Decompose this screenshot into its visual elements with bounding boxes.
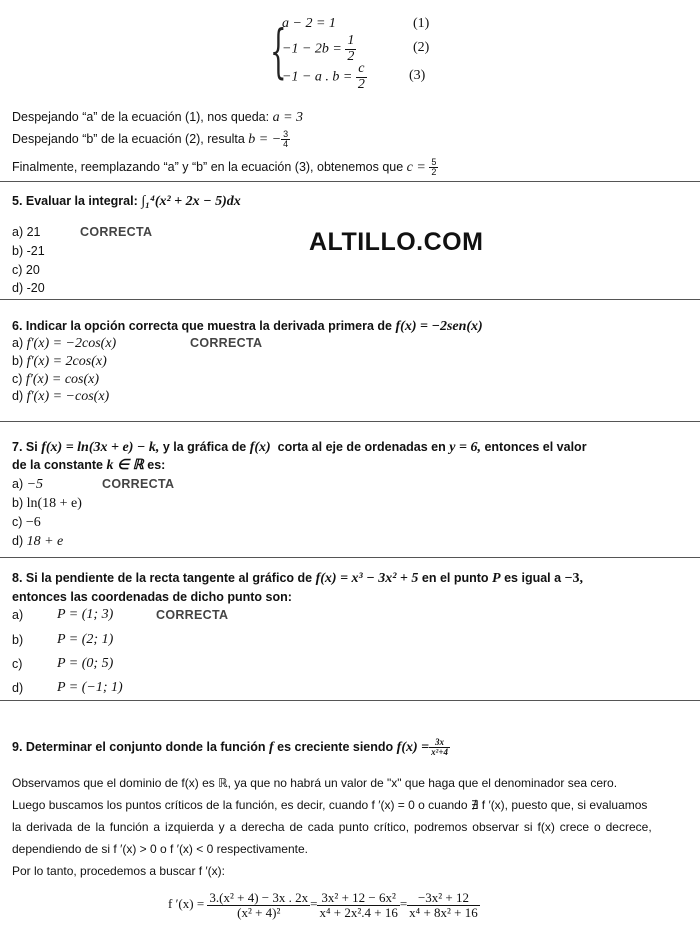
q5-option-a: a) 21 — [12, 225, 41, 239]
text: es igual a — [504, 571, 562, 585]
q7-option-d — [12, 533, 63, 550]
math: f(x) = — [396, 740, 430, 756]
den: 2 — [347, 48, 355, 64]
fraction-3 — [407, 891, 480, 919]
correct-label: CORRECTA — [190, 336, 263, 350]
letter: a) — [12, 336, 24, 350]
equation-1: a − 2 = 1 — [282, 16, 336, 31]
q7-option-c — [12, 514, 41, 531]
solve-c — [12, 158, 438, 178]
fraction — [345, 34, 356, 64]
den: 2 — [431, 167, 437, 178]
letter: c) — [12, 372, 23, 386]
num: 3 — [283, 129, 289, 139]
num: −3x² + 12 — [407, 891, 480, 906]
q8-title-line2: entonces las coordenadas de dicho punto son: — [12, 590, 292, 604]
text: Finalmente, reemplazando “a” y “b” en la ecuación (3), obtenemos que — [12, 160, 404, 175]
den: (x² + 4)² — [237, 904, 281, 920]
divider — [0, 299, 700, 300]
q5-option-d: d) -20 — [12, 281, 45, 295]
text: 6. Indicar la opción correcta que muestra la derivada primera de — [12, 319, 393, 333]
q8-option-d: P = (−1; 1) — [57, 680, 123, 695]
q8-option-c-letter: c) — [12, 657, 23, 671]
solve-b — [12, 130, 290, 150]
q9-paragraph-2: Luego buscamos los puntos críticos de la función, es decir, cuando f ′(x) = 0 o cuando ∄ f ′(x), puesto que, si evaluamos — [12, 798, 648, 812]
solve-a — [12, 109, 303, 126]
q9-paragraph-5: Por lo tanto, procedemos a buscar f ′(x): — [12, 864, 226, 878]
num: 3.(x² + 4) − 3x . 2x — [209, 890, 309, 905]
letter: b) — [12, 354, 24, 368]
divider — [0, 700, 700, 701]
text: de la constante — [12, 458, 103, 472]
math: f(x) = −2sen(x) — [395, 319, 483, 334]
den: 4 — [283, 139, 289, 150]
text: Despejando “b” de la ecuación (2), resulta — [12, 132, 245, 147]
q6-option-d — [12, 388, 109, 405]
correct-label: CORRECTA — [156, 608, 229, 622]
q8-option-b: P = (2; 1) — [57, 632, 114, 647]
letter: a) — [12, 477, 24, 491]
q5-title — [12, 193, 241, 210]
math: k ∈ ℝ — [106, 458, 144, 473]
math: f′(x) = −2cos(x) — [26, 336, 117, 351]
q7-title-line1 — [12, 439, 587, 456]
math: ln(18 + e) — [26, 496, 82, 511]
math: a = 3 — [272, 110, 304, 125]
math: f(x) = ln(3x + e) − k, — [41, 440, 160, 455]
text: es: — [147, 458, 166, 472]
q7-option-b — [12, 495, 82, 512]
equals: = — [310, 896, 318, 912]
q7-title-line2 — [12, 457, 165, 474]
fraction-2 — [317, 891, 399, 919]
math: −5 — [26, 477, 44, 492]
equation-2 — [282, 34, 356, 64]
text: 5. Evaluar la integral: — [12, 194, 138, 208]
math: c = — [406, 160, 426, 176]
text: corta al eje de ordenadas en — [277, 440, 446, 454]
divider — [0, 181, 700, 182]
math: b = − — [248, 132, 282, 148]
label-3: (3) — [409, 68, 426, 83]
num: c — [356, 62, 367, 78]
math: 18 + e — [26, 534, 64, 549]
text: es creciente siendo — [277, 740, 394, 755]
divider — [0, 557, 700, 558]
math: −6 — [25, 515, 41, 530]
text: 9. Determinar el conjunto donde la función — [12, 740, 266, 755]
math: −3, — [564, 571, 584, 586]
num: 1 — [347, 33, 355, 48]
q7-option-a — [12, 476, 43, 493]
math: ∫₁⁴(x² + 2x − 5)dx — [141, 194, 241, 209]
q8-option-d-letter: d) — [12, 681, 24, 695]
q6-title — [12, 318, 483, 335]
math: f — [268, 740, 274, 756]
q6-option-c — [12, 371, 99, 388]
num: 3x² + 12 − 6x² — [317, 891, 399, 906]
q8-title-line1 — [12, 570, 583, 587]
letter: b) — [12, 496, 24, 510]
q6-option-b — [12, 353, 107, 370]
q5-option-b: b) -21 — [12, 244, 45, 258]
den: x⁴ + 2x².4 + 16 — [319, 904, 398, 920]
q9-title — [12, 738, 450, 758]
text: 7. Si — [12, 440, 38, 454]
divider — [0, 421, 700, 422]
den: x⁴ + 8x² + 16 — [409, 904, 478, 920]
letter: d) — [12, 534, 24, 548]
q9-paragraph-3: la derivada de la función a izquierda y a derecha de cada punto crítico, podremos observar si f(x) crece o decrece, — [12, 820, 652, 834]
q9-paragraph-1: Observamos que el dominio de f(x) es ℝ, ya que no habrá un valor de "x" que haga que el denominador sea cero. — [12, 776, 618, 790]
eq3-left: −1 − a . b = — [282, 69, 353, 85]
lhs: f ′(x) = — [168, 896, 205, 912]
num: 5 — [431, 157, 437, 167]
text: Despejando “a” de la ecuación (1), nos queda: — [12, 110, 270, 124]
system-brace: { — [270, 17, 287, 85]
fraction-1 — [207, 891, 310, 919]
q5-option-c: c) 20 — [12, 263, 40, 277]
derivative-formula — [168, 891, 480, 919]
text: en el punto — [421, 571, 489, 585]
equals: = — [399, 896, 408, 912]
q8-option-a: P = (1; 3) — [57, 607, 114, 622]
q8-option-b-letter: b) — [12, 633, 24, 647]
text: entonces el valor — [484, 440, 587, 454]
text: y la gráfica de — [162, 440, 247, 454]
fraction — [429, 738, 450, 758]
fraction — [356, 62, 367, 92]
q8-option-a-letter: a) — [12, 608, 24, 622]
letter: d) — [12, 389, 24, 403]
equation-3 — [282, 62, 367, 92]
math: f′(x) = cos(x) — [25, 372, 100, 387]
math: f(x) = x³ − 3x² + 5 — [315, 571, 419, 586]
watermark: ALTILLO.COM — [309, 228, 484, 256]
math: f′(x) = −cos(x) — [26, 389, 110, 404]
correct-label: CORRECTA — [102, 477, 175, 491]
math: f(x) — [249, 440, 271, 455]
num: 3x — [429, 738, 450, 748]
math: y = 6, — [449, 440, 481, 455]
math: f′(x) = 2cos(x) — [26, 354, 107, 369]
eq2-left: −1 − 2b = — [282, 41, 342, 57]
q6-option-a — [12, 335, 116, 352]
text: 8. Si la pendiente de la recta tangente al gráfico de — [12, 571, 313, 585]
den: 2 — [357, 76, 365, 92]
q8-option-c: P = (0; 5) — [57, 656, 114, 671]
den: x²+4 — [431, 747, 448, 758]
label-1: (1) — [413, 16, 430, 31]
correct-label: CORRECTA — [80, 225, 153, 239]
math: P — [492, 571, 501, 586]
fraction — [429, 158, 438, 178]
fraction — [281, 130, 290, 150]
letter: c) — [12, 515, 23, 529]
q9-paragraph-4: dependiendo de si f ′(x) > 0 o f ′(x) < 0 respectivamente. — [12, 842, 308, 856]
label-2: (2) — [413, 40, 430, 55]
